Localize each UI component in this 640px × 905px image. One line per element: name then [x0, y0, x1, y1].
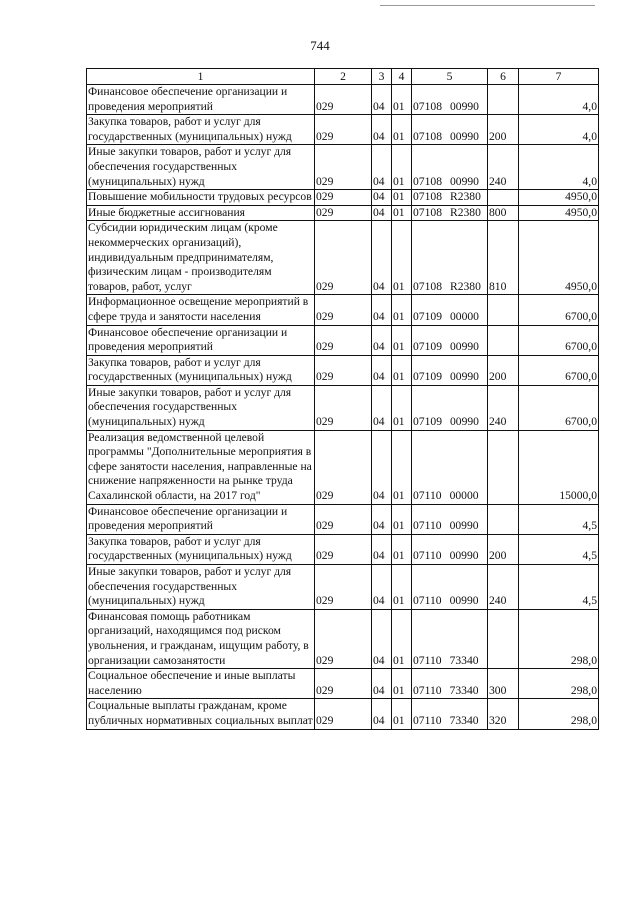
row-section: 04 [372, 221, 392, 295]
table-row [87, 699, 599, 729]
row-expense-type: 200 [488, 355, 519, 385]
row-direction-code: 00990 [449, 594, 479, 608]
row-amount: 298,0 [519, 609, 599, 668]
row-program-code: 07108 [413, 205, 442, 219]
row-admin-code: 029 [315, 355, 372, 385]
page-number: 744 [310, 38, 330, 53]
row-expense-type: 240 [488, 565, 519, 610]
row-section: 04 [372, 205, 392, 221]
table-row [87, 295, 599, 325]
row-section: 04 [372, 385, 392, 430]
row-direction-code: R2380 [449, 205, 481, 219]
row-section: 04 [372, 295, 392, 325]
row-target-article [412, 430, 488, 504]
row-subsection: 01 [392, 221, 412, 295]
row-target-article [412, 355, 488, 385]
row-admin-code: 029 [315, 669, 372, 699]
row-name: Иные закупки товаров, работ и услуг для обеспечения государственных (муниципальных) нужд [87, 385, 315, 430]
row-expense-type: 240 [488, 385, 519, 430]
row-admin-code: 029 [315, 699, 372, 729]
row-subsection: 01 [392, 145, 412, 190]
row-subsection: 01 [392, 115, 412, 145]
row-expense-type [488, 325, 519, 355]
header-col-7: 7 [519, 69, 599, 85]
row-target-article [412, 325, 488, 355]
row-program-code: 07110 [413, 683, 442, 697]
row-target-article [412, 295, 488, 325]
row-subsection: 01 [392, 699, 412, 729]
row-target-article [412, 145, 488, 190]
row-amount: 4,5 [519, 565, 599, 610]
row-amount: 4950,0 [519, 221, 599, 295]
row-admin-code: 029 [315, 430, 372, 504]
row-expense-type [488, 190, 519, 206]
row-target-article [412, 504, 488, 534]
row-amount: 4,0 [519, 145, 599, 190]
row-section: 04 [372, 699, 392, 729]
row-admin-code: 029 [315, 145, 372, 190]
row-direction-code: 00000 [449, 489, 479, 503]
row-name: Финансовое обеспечение организации и проведения мероприятий [87, 504, 315, 534]
row-expense-type: 240 [488, 145, 519, 190]
row-program-code: 07110 [413, 549, 442, 563]
row-amount: 6700,0 [519, 295, 599, 325]
row-name: Закупка товаров, работ и услуг для государственных (муниципальных) нужд [87, 355, 315, 385]
row-name: Финансовое обеспечение организации и проведения мероприятий [87, 85, 315, 115]
row-admin-code: 029 [315, 221, 372, 295]
row-subsection: 01 [392, 190, 412, 206]
row-target-article [412, 565, 488, 610]
row-section: 04 [372, 145, 392, 190]
row-direction-code: 00990 [449, 519, 479, 533]
row-amount: 298,0 [519, 699, 599, 729]
row-target-article [412, 115, 488, 145]
row-name: Финансовое обеспечение организации и проведения мероприятий [87, 325, 315, 355]
row-expense-type: 200 [488, 115, 519, 145]
row-subsection: 01 [392, 565, 412, 610]
row-expense-type: 320 [488, 699, 519, 729]
row-target-article [412, 385, 488, 430]
row-direction-code: R2380 [449, 279, 481, 293]
row-admin-code: 029 [315, 504, 372, 534]
row-expense-type: 800 [488, 205, 519, 221]
row-program-code: 07108 [413, 99, 442, 113]
row-subsection: 01 [392, 85, 412, 115]
row-program-code: 07108 [413, 174, 442, 188]
row-program-code: 07110 [413, 713, 442, 727]
row-admin-code: 029 [315, 115, 372, 145]
row-admin-code: 029 [315, 325, 372, 355]
row-amount: 6700,0 [519, 325, 599, 355]
row-amount: 4950,0 [519, 205, 599, 221]
row-direction-code: 00990 [449, 99, 479, 113]
row-direction-code: 00990 [449, 370, 479, 384]
table-row [87, 385, 599, 430]
row-section: 04 [372, 115, 392, 145]
row-amount: 15000,0 [519, 430, 599, 504]
table-row [87, 355, 599, 385]
row-section: 04 [372, 325, 392, 355]
table-row [87, 115, 599, 145]
row-direction-code: 00990 [449, 415, 479, 429]
row-admin-code: 029 [315, 190, 372, 206]
row-name: Информационное освещение мероприятий в сфере труда и занятости населения [87, 295, 315, 325]
scan-edge-rule [380, 5, 595, 6]
row-expense-type: 300 [488, 669, 519, 699]
row-target-article [412, 85, 488, 115]
table-row [87, 565, 599, 610]
row-subsection: 01 [392, 385, 412, 430]
row-name: Иные бюджетные ассигнования [87, 205, 315, 221]
row-direction-code: 73340 [449, 713, 479, 727]
budget-table [86, 68, 599, 730]
row-amount: 298,0 [519, 669, 599, 699]
header-col-2: 2 [315, 69, 372, 85]
row-program-code: 07110 [413, 489, 442, 503]
row-program-code: 07110 [413, 594, 442, 608]
row-program-code: 07110 [413, 653, 442, 667]
row-section: 04 [372, 85, 392, 115]
row-direction-code: 00990 [449, 174, 479, 188]
header-col-4: 4 [392, 69, 412, 85]
table-row [87, 190, 599, 206]
header-col-6: 6 [488, 69, 519, 85]
row-subsection: 01 [392, 609, 412, 668]
row-expense-type [488, 609, 519, 668]
header-col-5: 5 [412, 69, 488, 85]
row-program-code: 07108 [413, 190, 442, 204]
row-admin-code: 029 [315, 565, 372, 610]
row-expense-type [488, 85, 519, 115]
table-row [87, 221, 599, 295]
row-target-article [412, 609, 488, 668]
header-row [87, 69, 599, 85]
row-name: Иные закупки товаров, работ и услуг для обеспечения государственных (муниципальных) нужд [87, 145, 315, 190]
row-expense-type: 200 [488, 534, 519, 564]
row-subsection: 01 [392, 669, 412, 699]
row-section: 04 [372, 565, 392, 610]
row-section: 04 [372, 534, 392, 564]
row-name: Закупка товаров, работ и услуг для государственных (муниципальных) нужд [87, 534, 315, 564]
row-name: Повышение мобильности трудовых ресурсов [87, 190, 315, 206]
table-row [87, 430, 599, 504]
row-section: 04 [372, 669, 392, 699]
table-row [87, 609, 599, 668]
row-amount: 6700,0 [519, 385, 599, 430]
row-target-article [412, 190, 488, 206]
row-program-code: 07109 [413, 309, 442, 323]
row-direction-code: 00990 [449, 549, 479, 563]
table-row [87, 205, 599, 221]
row-expense-type [488, 504, 519, 534]
row-section: 04 [372, 355, 392, 385]
row-subsection: 01 [392, 504, 412, 534]
row-program-code: 07110 [413, 519, 442, 533]
row-name: Социальное обеспечение и иные выплаты населению [87, 669, 315, 699]
row-amount: 4,5 [519, 534, 599, 564]
row-name: Реализация ведомственной целевой программы "Дополнительные мероприятия в сфере занятости населения, направленные на снижение напряженности на рынке труда Сахалинской области, на 2017 год" [87, 430, 315, 504]
table-row [87, 504, 599, 534]
row-direction-code: 73340 [449, 653, 479, 667]
row-name: Финансовая помощь работникам организаций, находящимся под риском увольнения, и гражданам, ищущим работу, в организации самозанятости [87, 609, 315, 668]
table-row [87, 325, 599, 355]
row-subsection: 01 [392, 355, 412, 385]
row-subsection: 01 [392, 430, 412, 504]
row-section: 04 [372, 430, 392, 504]
row-target-article [412, 534, 488, 564]
row-admin-code: 029 [315, 609, 372, 668]
row-subsection: 01 [392, 534, 412, 564]
row-amount: 4,0 [519, 85, 599, 115]
row-expense-type [488, 295, 519, 325]
row-expense-type [488, 430, 519, 504]
row-admin-code: 029 [315, 295, 372, 325]
row-direction-code: R2380 [449, 190, 481, 204]
row-section: 04 [372, 609, 392, 668]
table-row [87, 85, 599, 115]
row-target-article [412, 699, 488, 729]
row-target-article [412, 205, 488, 221]
row-name: Субсидии юридическим лицам (кроме некоммерческих организаций), индивидуальным предпринимателям, физическим лицам - производителям товаров, работ, услуг [87, 221, 315, 295]
row-admin-code: 029 [315, 85, 372, 115]
row-direction-code: 00990 [449, 129, 479, 143]
row-subsection: 01 [392, 205, 412, 221]
row-amount: 4950,0 [519, 190, 599, 206]
row-subsection: 01 [392, 325, 412, 355]
row-target-article [412, 221, 488, 295]
row-amount: 6700,0 [519, 355, 599, 385]
row-amount: 4,5 [519, 504, 599, 534]
row-direction-code: 00990 [449, 340, 479, 354]
row-amount: 4,0 [519, 115, 599, 145]
table-row [87, 669, 599, 699]
header-col-1: 1 [87, 69, 315, 85]
row-program-code: 07109 [413, 370, 442, 384]
row-name: Закупка товаров, работ и услуг для государственных (муниципальных) нужд [87, 115, 315, 145]
row-admin-code: 029 [315, 205, 372, 221]
table-row [87, 534, 599, 564]
table-row [87, 145, 599, 190]
row-direction-code: 73340 [449, 683, 479, 697]
row-direction-code: 00000 [449, 309, 479, 323]
row-program-code: 07108 [413, 279, 442, 293]
row-name: Социальные выплаты гражданам, кроме публичных нормативных социальных выплат [87, 699, 315, 729]
row-expense-type: 810 [488, 221, 519, 295]
row-program-code: 07109 [413, 415, 442, 429]
row-program-code: 07108 [413, 129, 442, 143]
row-section: 04 [372, 190, 392, 206]
row-name: Иные закупки товаров, работ и услуг для обеспечения государственных (муниципальных) нужд [87, 565, 315, 610]
row-subsection: 01 [392, 295, 412, 325]
row-admin-code: 029 [315, 385, 372, 430]
row-section: 04 [372, 504, 392, 534]
row-program-code: 07109 [413, 340, 442, 354]
header-col-3: 3 [372, 69, 392, 85]
row-target-article [412, 669, 488, 699]
row-admin-code: 029 [315, 534, 372, 564]
